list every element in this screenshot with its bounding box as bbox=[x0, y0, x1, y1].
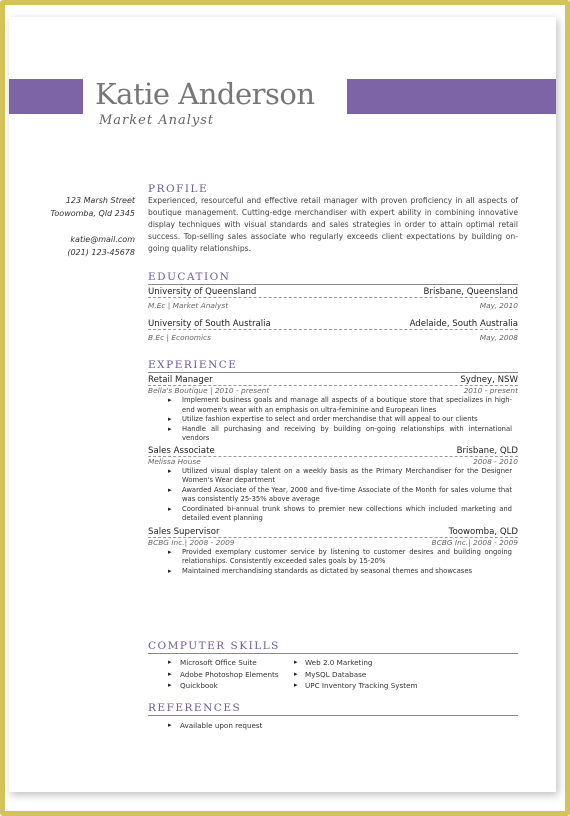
job-row bbox=[148, 527, 518, 537]
list-item: ▸ Web 2.0 Marketing bbox=[291, 657, 418, 669]
job-company-row bbox=[148, 457, 518, 466]
resume-role: Market Analyst bbox=[99, 113, 215, 128]
section-divider bbox=[148, 372, 518, 373]
section-divider bbox=[148, 653, 518, 654]
education-degree: M.Ec | Market Analyst bbox=[148, 301, 229, 310]
contact-street: 123 Marsh Street bbox=[65, 196, 135, 205]
skills-list bbox=[148, 657, 518, 692]
list-item: ▸ MySQL Database bbox=[291, 669, 418, 681]
skills-column-1 bbox=[148, 657, 291, 692]
job-company: BCBG Inc.| 2008 - 2009 bbox=[148, 537, 235, 547]
list-item: ▸ Coordinated bi-annual trunk shows to premier new collections which included marketing and detailed event planning bbox=[148, 505, 518, 524]
education-row bbox=[148, 319, 518, 329]
contact-email[interactable]: katie@mail.com bbox=[70, 235, 135, 244]
education-date: May, 2008 bbox=[479, 333, 518, 342]
education-location: Brisbane, Queensland bbox=[423, 287, 518, 297]
section-divider bbox=[148, 284, 518, 285]
job-company: Melissa House bbox=[148, 456, 201, 466]
references-section bbox=[148, 702, 518, 732]
resume-name: Katie Anderson bbox=[95, 77, 315, 111]
contact-city: Toowomba, Qld 2345 bbox=[50, 209, 135, 218]
education-detail-row bbox=[148, 301, 518, 310]
job-bullets bbox=[148, 548, 518, 577]
dashed-divider bbox=[148, 297, 518, 298]
job-row bbox=[148, 375, 518, 385]
skills-column-2 bbox=[291, 657, 418, 692]
section-divider bbox=[148, 715, 518, 716]
profile-text: Experienced, resourceful and effective retail manager with proven proficiency in all aspects of boutique management. Cutting-edge merchandiser with expert ability in combining innovative display techniques with visual standards and sales strategies in order to attain optimal retail success. Top-selling sales associate who regularly exceeds client expectations by building on-going quality relationships. bbox=[148, 196, 518, 253]
education-heading: EDUCATION bbox=[148, 271, 231, 283]
job-company-row bbox=[148, 538, 518, 547]
experience-section bbox=[148, 359, 518, 576]
experience-heading: EXPERIENCE bbox=[148, 359, 238, 371]
references-list bbox=[148, 720, 518, 732]
references-items bbox=[148, 720, 263, 732]
job-location: Toowomba, QLD bbox=[448, 526, 518, 537]
job-dates: 2010 - present bbox=[463, 386, 518, 395]
education-degree: B.Ec | Economics bbox=[148, 333, 211, 342]
job-dates: 2008 - 2010 bbox=[473, 456, 518, 466]
list-item: ▸ Microsoft Office Suite bbox=[148, 657, 291, 669]
list-item: ▸ Maintained merchandising standards as dictated by seasonal themes and showcases bbox=[148, 567, 518, 577]
job-bullets bbox=[148, 396, 518, 444]
list-item: ▸ UPC Inventory Tracking System bbox=[291, 680, 418, 692]
header-accent-bar-right bbox=[347, 79, 556, 114]
list-item: ▸ Utilized visual display talent on a weekly basis as the Primary Merchandiser for the Designer Women's Wear department bbox=[148, 467, 518, 486]
contact-phone: (021) 123-45678 bbox=[67, 248, 135, 257]
skills-section bbox=[148, 640, 518, 692]
list-item: ▸ Handle all purchasing and receiving by building on-going relationships with international vendors bbox=[148, 425, 518, 444]
job-location: Brisbane, QLD bbox=[456, 445, 518, 456]
list-item: ▸ Available upon request bbox=[148, 720, 263, 732]
list-item: ▸ Awarded Associate of the Year, 2000 and five-time Associate of the Month for sales volume that was consistently 25-35% above average bbox=[148, 486, 518, 505]
education-location: Adelaide, South Australia bbox=[409, 319, 518, 329]
education-detail-row bbox=[148, 333, 518, 342]
dashed-divider bbox=[148, 329, 518, 330]
list-item: ▸ Quickbook bbox=[148, 680, 291, 692]
education-section bbox=[148, 271, 518, 342]
job-company: Bella's Boutique | 2010 - present bbox=[148, 386, 270, 395]
header-accent-bar-left bbox=[9, 79, 83, 114]
job-position: Retail Manager bbox=[148, 375, 213, 385]
references-heading: REFERENCES bbox=[148, 702, 242, 714]
job-dates: BCBG Inc.| 2008 - 2009 bbox=[431, 537, 518, 547]
job-location: Sydney, NSW bbox=[460, 375, 518, 385]
skills-heading: COMPUTER SKILLS bbox=[148, 640, 280, 652]
education-date: May, 2010 bbox=[479, 301, 518, 310]
education-row bbox=[148, 287, 518, 297]
education-school: University of South Australia bbox=[148, 319, 271, 329]
profile-section bbox=[148, 183, 518, 255]
profile-heading: PROFILE bbox=[148, 183, 209, 195]
list-item: ▸ Utilize fashion expertise to select and order merchandise that will appeal to our clients bbox=[148, 415, 518, 425]
education-school: University of Queensland bbox=[148, 287, 257, 297]
job-position: Sales Supervisor bbox=[148, 526, 220, 537]
job-position: Sales Associate bbox=[148, 445, 215, 456]
list-item: ▸ Provided exemplary customer service by listening to customer desires and building ongoing relationships. Consistently exceeded sales goals by 15-20% bbox=[148, 548, 518, 567]
job-company-row bbox=[148, 386, 518, 395]
list-item: ▸ Implement business goals and manage all aspects of a boutique store that specializes in high-end women's wear with an emphasis on ultra-feminine and European lines bbox=[148, 396, 518, 415]
job-bullets bbox=[148, 467, 518, 524]
list-item: ▸ Adobe Photoshop Elements bbox=[148, 669, 291, 681]
job-row bbox=[148, 446, 518, 456]
